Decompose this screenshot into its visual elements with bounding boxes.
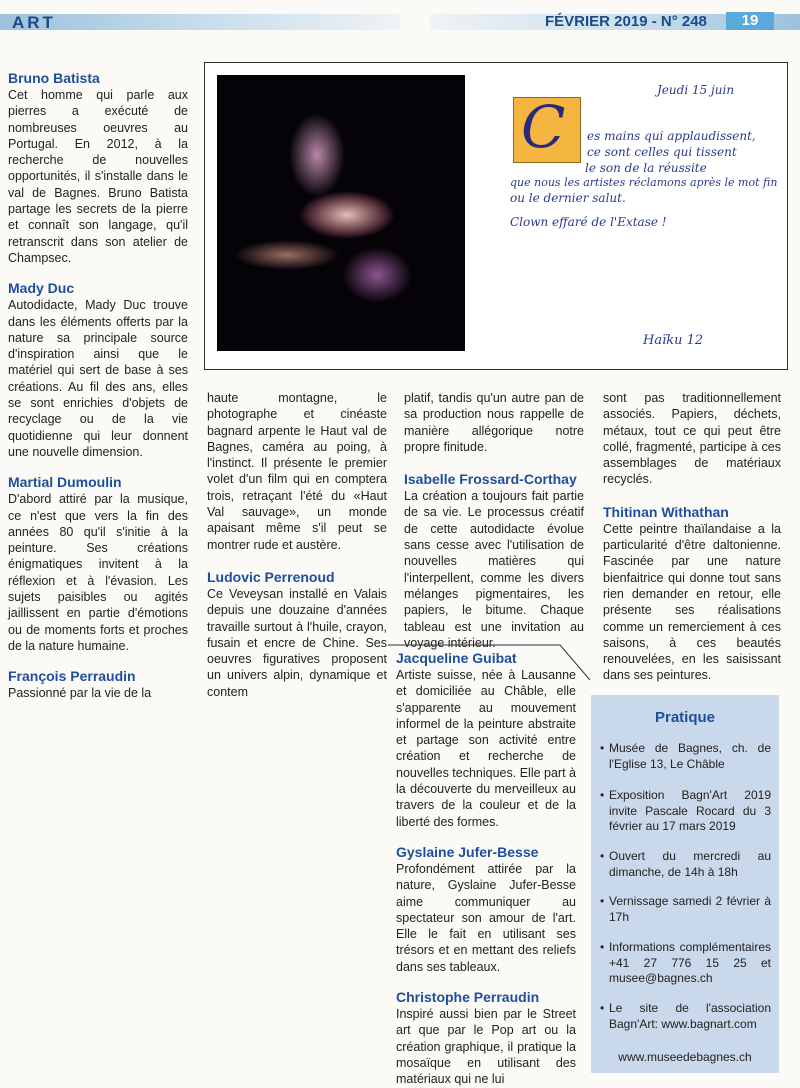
- artist-name: Jacqueline Guibat: [396, 650, 517, 666]
- poem-haiku-number: Haïku 12: [643, 333, 704, 348]
- artist-bio: Cet homme qui parle aux pierres a exécuté de nombreuses oeuvres au Portugal. En 2012, à la recherche de nouvelles opportunités, il s'installe dans le val de Bagnes. Bruno Batista partage les secrets de la pierre et connaît son langage, qu'il retranscrit dans son atelier de Champsec.: [8, 88, 188, 265]
- artist-name: Bruno Batista: [8, 70, 100, 86]
- issue-date: FÉVRIER 2019 - N° 248: [545, 13, 707, 30]
- artist-name: François Perraudin: [8, 668, 136, 685]
- artist-bio: Artiste suisse, née à Lausanne et domiciliée au Châble, elle s'apparente au mouvement informel de la peinture abstraite et partage son activité entre création et recherche de nouvelles techniques. Elle part à la découverte du merveilleux au travers de la couleur et de la liberté des formes.: [396, 668, 576, 829]
- artist-name: Gyslaine Jufer-Besse: [396, 843, 539, 860]
- poem-line: ou le dernier salut.: [510, 191, 626, 205]
- pratique-item: • Ouvert du mercredi au dimanche, de 14h à 18h: [609, 849, 771, 880]
- artist-name: Martial Dumoulin: [8, 474, 122, 491]
- pratique-item: • Exposition Bagn'Art 2019 invite Pascale Rocard du 3 février au 17 mars 2019: [609, 788, 771, 835]
- section-label: ART: [12, 13, 56, 32]
- pratique-item: • Musée de Bagnes, ch. de l'Eglise 13, Le Châble: [609, 741, 771, 772]
- artist-name: Mady Duc: [8, 280, 75, 297]
- pratique-title: Pratique: [654, 709, 715, 726]
- artist-bio-continued: haute montagne, le photographe et cinéaste bagnard arpente le Haut val de Bagnes, caméra au poing, à l'instinct. Il présente le premier volet d'un film qui en comptera trois, retraçant l'été du «Haut Val sauvage», un monde apaisant même s'il peut se montrer rude et austère.: [207, 391, 387, 552]
- poem-line: le son de la réussite: [585, 161, 707, 175]
- poem-date: Jeudi 15 juin: [657, 83, 735, 97]
- artist-name: Isabelle Frossard-Corthay: [404, 471, 577, 488]
- pratique-item: • Vernissage samedi 2 février à 17h: [609, 894, 771, 925]
- artist-bio: Passionné par la vie de la: [8, 686, 152, 701]
- page-number: 19: [726, 12, 774, 30]
- pratique-info-box: [591, 695, 779, 1073]
- pratique-item: • Le site de l'association Bagn'Art: www.bagnart.com: [609, 1001, 771, 1032]
- poem-line: ce sont celles qui tissent: [587, 145, 737, 159]
- poem-initial: C: [521, 93, 566, 161]
- museum-website-link[interactable]: www.museedebagnes.ch: [618, 1050, 752, 1064]
- poem-signature: Clown effaré de l'Extase !: [510, 215, 667, 229]
- artist-bio: D'abord attiré par la musique, ce n'est que vers la fin des années 80 qu'il s'initie à la peinture. Ses créations énigmatiques invitent à la réflexion et à l'évasion. Les sujets paisibles ou agités jaillissent en partie d'émotions ou de moments forts et proches de la nature humaine.: [8, 492, 188, 653]
- artist-name: Thitinan Withathan: [603, 503, 729, 520]
- artist-bio: Inspiré aussi bien par le Street art que par le Pop art ou la création graphique, il pratique la mosaïque en utilisant des matériaux qui ne lui: [396, 1007, 576, 1087]
- artist-bio: Autodidacte, Mady Duc trouve dans les éléments offerts par la nature sa principale source d'inspiration ainsi que le matériel qui sert de base à ses créations. Au fil des ans, elles se sont enrichies d'objets de recyclage ou de la vie quotidienne qui leur donnent une nouvelle dimension.: [8, 298, 188, 459]
- artist-bio-continued: platif, tandis qu'un autre pan de sa production nous rappelle de manière allégorique notre propre finitude.: [404, 391, 584, 454]
- artist-bio: Profondément attirée par la nature, Gyslaine Jufer-Besse aime communiquer au spectateur son amour de l'art. Elle le fait en utilisant ses trésors et en mettant des reliefs dans ses tableaux.: [396, 861, 576, 974]
- artist-bio: Ce Veveysan installé en Valais depuis une douzaine d'années travaille surtout à l'huile, crayon, fusain et encre de Chine. Ses oeuvres figuratives proposent un univers alpin, dynamique et contem: [207, 586, 387, 699]
- artist-name: Christophe Perraudin: [396, 989, 540, 1006]
- pratique-item: • Informations complémentaires +41 27 776 15 25 et musee@bagnes.ch: [609, 940, 771, 987]
- poem-line: que nous les artistes réclamons après le mot fin: [510, 176, 778, 189]
- artist-bio: Cette peintre thaïlandaise a la particularité d'être daltonienne. Fascinée par une nature bienfaitrice qui donne tout sans rien demander en retour, elle présente ses réalisations comme un remerciement à ces saisons, à ces beautés renouvelées, en les saisissant dans ses peintures.: [603, 521, 781, 683]
- column-4: [603, 390, 781, 684]
- poem-line: es mains qui applaudissent,: [587, 129, 756, 143]
- artist-bio: La création a toujours fait partie de sa vie. Le processus créatif de cette autodidacte évolue sans cesse avec l'utilisation de nouvelles matières qui l'interpellent, comme les divers mélanges pigmentaires, les papiers, le bitume. Chaque tableau est une invitation au voyage intérieur.: [404, 489, 584, 650]
- artist-bio-continued: sont pas traditionnellement associés. Papiers, déchets, métaux, tout ce qui peut être collé, fragmenté, participe à ces assemblages de matériaux recyclés.: [603, 391, 781, 487]
- column-3-bottom: [396, 650, 576, 1088]
- artist-name: Ludovic Perrenoud: [207, 568, 335, 585]
